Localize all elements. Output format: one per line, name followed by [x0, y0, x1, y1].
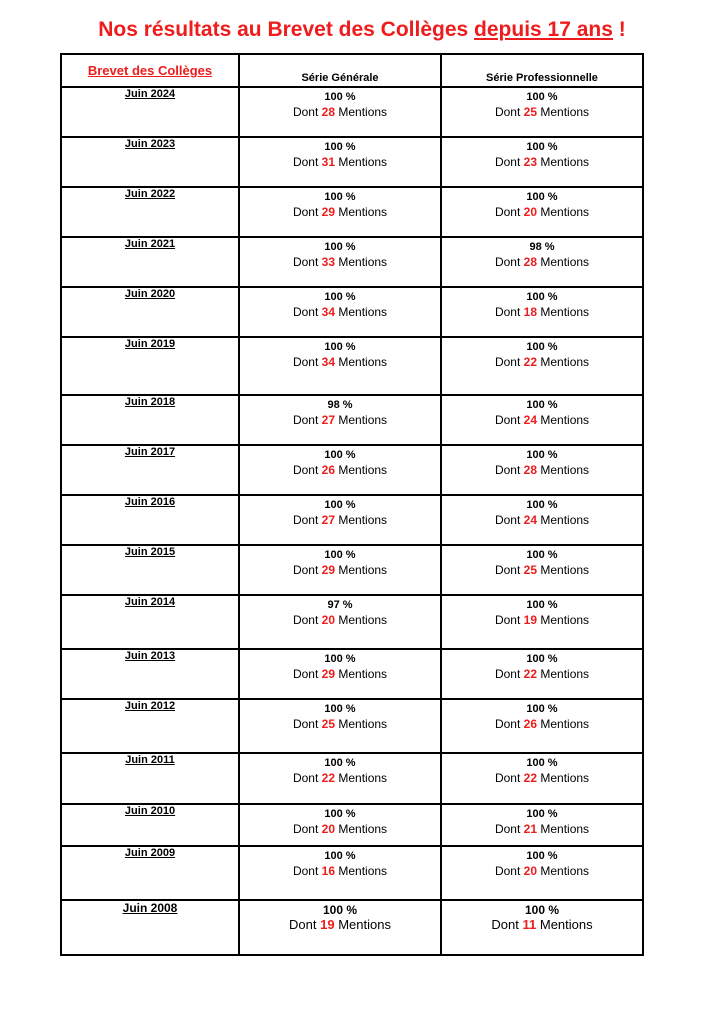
table-row — [61, 545, 643, 595]
mentions-prefix: Dont — [494, 563, 521, 577]
pass-rate: 100 % — [324, 141, 356, 153]
mentions-suffix: Mentions — [540, 305, 590, 319]
pass-rate: 100 % — [526, 399, 558, 411]
mentions-line — [442, 562, 642, 578]
mentions-line — [240, 354, 440, 370]
mentions-suffix: Mentions — [338, 563, 388, 577]
header-serie-professionnelle: Série Professionnelle — [441, 54, 643, 87]
mentions-prefix: Dont — [494, 413, 521, 427]
year-cell: Juin 2011 — [61, 753, 239, 804]
pass-rate: 100 % — [324, 191, 356, 203]
pass-rate: 100 % — [526, 141, 558, 153]
mentions-prefix: Dont — [292, 864, 319, 878]
pass-rate: 100 % — [526, 91, 558, 103]
mentions-prefix: Dont — [494, 205, 521, 219]
mentions-prefix: Dont — [292, 613, 319, 627]
mentions-line — [240, 863, 440, 879]
mentions-suffix: Mentions — [540, 822, 590, 836]
mentions-prefix: Dont — [494, 513, 521, 527]
table-header-row — [61, 54, 643, 87]
mentions-prefix: Dont — [494, 667, 521, 681]
mentions-count: 16 — [321, 864, 335, 878]
pass-rate: 100 % — [324, 499, 356, 511]
year-cell: Juin 2014 — [61, 595, 239, 649]
serie-generale-cell — [239, 237, 441, 287]
mentions-suffix: Mentions — [338, 355, 388, 369]
mentions-line — [240, 666, 440, 682]
mentions-line — [442, 863, 642, 879]
mentions-suffix: Mentions — [338, 155, 388, 169]
mentions-line — [240, 412, 440, 428]
mentions-suffix: Mentions — [338, 413, 388, 427]
pass-rate: 100 % — [526, 599, 558, 611]
table-row — [61, 337, 643, 395]
mentions-line — [442, 512, 642, 528]
mentions-count: 27 — [321, 413, 335, 427]
mentions-suffix: Mentions — [540, 105, 590, 119]
serie-professionnelle-cell — [441, 699, 643, 753]
pass-rate: 100 % — [526, 850, 558, 862]
serie-professionnelle-cell — [441, 187, 643, 237]
mentions-suffix: Mentions — [338, 513, 388, 527]
mentions-prefix: Dont — [494, 463, 521, 477]
pass-rate: 100 % — [526, 549, 558, 561]
table-row — [61, 753, 643, 804]
serie-generale-cell — [239, 445, 441, 495]
pass-rate: 100 % — [526, 703, 558, 715]
mentions-prefix: Dont — [292, 205, 319, 219]
mentions-count: 25 — [523, 105, 537, 119]
title-suffix: ! — [618, 18, 626, 41]
year-cell: Juin 2012 — [61, 699, 239, 753]
mentions-prefix: Dont — [292, 513, 319, 527]
table-row — [61, 699, 643, 753]
pass-rate: 100 % — [324, 850, 356, 862]
serie-generale-cell — [239, 337, 441, 395]
mentions-suffix: Mentions — [540, 513, 590, 527]
table-row — [61, 137, 643, 187]
mentions-line — [442, 917, 642, 933]
pass-rate: 100 % — [324, 757, 356, 769]
mentions-suffix: Mentions — [540, 771, 590, 785]
mentions-count: 31 — [321, 155, 335, 169]
mentions-prefix: Dont — [494, 355, 521, 369]
year-cell: Juin 2015 — [61, 545, 239, 595]
mentions-count: 19 — [320, 917, 335, 932]
year-cell: Juin 2017 — [61, 445, 239, 495]
mentions-count: 22 — [523, 667, 537, 681]
mentions-count: 20 — [321, 822, 335, 836]
mentions-count: 24 — [523, 513, 537, 527]
pass-rate: 100 % — [526, 291, 558, 303]
mentions-suffix: Mentions — [540, 355, 590, 369]
mentions-count: 18 — [523, 305, 537, 319]
year-cell: Juin 2016 — [61, 495, 239, 545]
mentions-prefix: Dont — [292, 355, 319, 369]
pass-rate: 100 % — [526, 757, 558, 769]
mentions-suffix: Mentions — [338, 917, 391, 932]
mentions-prefix: Dont — [292, 463, 319, 477]
serie-generale-cell — [239, 900, 441, 955]
mentions-count: 29 — [321, 205, 335, 219]
serie-professionnelle-cell — [441, 545, 643, 595]
serie-professionnelle-cell — [441, 846, 643, 900]
mentions-suffix: Mentions — [540, 413, 590, 427]
pass-rate: 100 % — [324, 341, 356, 353]
mentions-suffix: Mentions — [540, 717, 590, 731]
mentions-line — [240, 154, 440, 170]
mentions-prefix: Dont — [494, 255, 521, 269]
mentions-count: 26 — [523, 717, 537, 731]
serie-generale-cell — [239, 699, 441, 753]
mentions-line — [240, 304, 440, 320]
mentions-suffix: Mentions — [540, 613, 590, 627]
mentions-line — [240, 204, 440, 220]
serie-generale-cell — [239, 545, 441, 595]
mentions-prefix: Dont — [292, 667, 319, 681]
mentions-prefix: Dont — [494, 305, 521, 319]
pass-rate: 100 % — [324, 241, 356, 253]
mentions-count: 29 — [321, 667, 335, 681]
year-cell: Juin 2021 — [61, 237, 239, 287]
mentions-prefix: Dont — [292, 155, 319, 169]
year-cell: Juin 2019 — [61, 337, 239, 395]
mentions-suffix: Mentions — [338, 717, 388, 731]
mentions-prefix: Dont — [494, 717, 521, 731]
mentions-line — [240, 512, 440, 528]
table-row — [61, 187, 643, 237]
mentions-count: 28 — [321, 105, 335, 119]
pass-rate: 98 % — [327, 399, 353, 411]
pass-rate: 100 % — [324, 291, 356, 303]
mentions-line — [442, 770, 642, 786]
corner-label: Brevet des Collèges — [87, 63, 213, 78]
mentions-suffix: Mentions — [540, 155, 590, 169]
mentions-prefix: Dont — [292, 255, 319, 269]
pass-rate: 98 % — [529, 241, 555, 253]
mentions-prefix: Dont — [494, 771, 521, 785]
mentions-suffix: Mentions — [338, 305, 388, 319]
table-row — [61, 846, 643, 900]
serie-generale-cell — [239, 804, 441, 846]
serie-generale-cell — [239, 595, 441, 649]
mentions-count: 25 — [523, 563, 537, 577]
mentions-prefix: Dont — [494, 105, 521, 119]
mentions-suffix: Mentions — [338, 205, 388, 219]
mentions-count: 25 — [321, 717, 335, 731]
mentions-prefix: Dont — [292, 771, 319, 785]
pass-rate: 100 % — [324, 449, 356, 461]
serie-professionnelle-cell — [441, 287, 643, 337]
serie-generale-cell — [239, 846, 441, 900]
serie-generale-cell — [239, 287, 441, 337]
serie-professionnelle-cell — [441, 804, 643, 846]
mentions-line — [442, 104, 642, 120]
mentions-suffix: Mentions — [338, 771, 388, 785]
mentions-count: 26 — [321, 463, 335, 477]
mentions-line — [442, 154, 642, 170]
serie-professionnelle-cell — [441, 495, 643, 545]
serie-generale-cell — [239, 187, 441, 237]
mentions-prefix: Dont — [292, 413, 319, 427]
mentions-suffix: Mentions — [540, 667, 590, 681]
year-cell: Juin 2008 — [61, 900, 239, 955]
pass-rate: 100 % — [524, 903, 560, 917]
serie-professionnelle-cell — [441, 137, 643, 187]
mentions-count: 20 — [523, 864, 537, 878]
table-row — [61, 87, 643, 137]
pass-rate: 100 % — [526, 808, 558, 820]
mentions-count: 23 — [523, 155, 537, 169]
year-cell: Juin 2023 — [61, 137, 239, 187]
mentions-count: 34 — [321, 305, 335, 319]
mentions-line — [240, 462, 440, 478]
pass-rate: 100 % — [324, 653, 356, 665]
mentions-prefix: Dont — [494, 155, 521, 169]
mentions-line — [442, 412, 642, 428]
mentions-count: 28 — [523, 463, 537, 477]
serie-professionnelle-cell — [441, 87, 643, 137]
mentions-prefix: Dont — [292, 717, 319, 731]
mentions-suffix: Mentions — [540, 864, 590, 878]
mentions-prefix: Dont — [494, 613, 521, 627]
year-cell: Juin 2010 — [61, 804, 239, 846]
table-row — [61, 649, 643, 699]
serie-generale-cell — [239, 753, 441, 804]
serie-professionnelle-cell — [441, 900, 643, 955]
serie-professionnelle-cell — [441, 753, 643, 804]
mentions-line — [442, 716, 642, 732]
header-serie-generale: Série Générale — [239, 54, 441, 87]
serie-professionnelle-cell — [441, 595, 643, 649]
serie-professionnelle-cell — [441, 237, 643, 287]
mentions-suffix: Mentions — [540, 463, 590, 477]
mentions-count: 22 — [523, 355, 537, 369]
mentions-count: 20 — [321, 613, 335, 627]
mentions-line — [442, 354, 642, 370]
mentions-prefix: Dont — [292, 305, 319, 319]
year-cell: Juin 2022 — [61, 187, 239, 237]
mentions-count: 11 — [522, 917, 537, 932]
results-table — [60, 53, 644, 956]
mentions-prefix: Dont — [292, 105, 319, 119]
mentions-line — [442, 821, 642, 837]
mentions-line — [240, 821, 440, 837]
mentions-suffix: Mentions — [338, 822, 388, 836]
serie-generale-cell — [239, 137, 441, 187]
mentions-line — [442, 304, 642, 320]
year-cell: Juin 2018 — [61, 395, 239, 445]
mentions-line — [442, 204, 642, 220]
year-cell: Juin 2013 — [61, 649, 239, 699]
pass-rate: 100 % — [324, 91, 356, 103]
pass-rate: 100 % — [324, 549, 356, 561]
pass-rate: 100 % — [526, 449, 558, 461]
mentions-line — [442, 612, 642, 628]
page-title — [0, 18, 724, 42]
serie-generale-cell — [239, 395, 441, 445]
mentions-count: 22 — [523, 771, 537, 785]
mentions-suffix: Mentions — [338, 613, 388, 627]
mentions-count: 20 — [523, 205, 537, 219]
serie-professionnelle-cell — [441, 337, 643, 395]
serie-generale-cell — [239, 649, 441, 699]
year-cell: Juin 2009 — [61, 846, 239, 900]
mentions-prefix: Dont — [289, 917, 317, 932]
mentions-line — [240, 104, 440, 120]
pass-rate: 100 % — [526, 653, 558, 665]
serie-generale-cell — [239, 495, 441, 545]
mentions-count: 21 — [523, 822, 537, 836]
mentions-suffix: Mentions — [338, 105, 388, 119]
pass-rate: 100 % — [526, 191, 558, 203]
mentions-suffix: Mentions — [540, 255, 590, 269]
mentions-suffix: Mentions — [338, 255, 388, 269]
mentions-prefix: Dont — [292, 822, 319, 836]
pass-rate: 100 % — [526, 499, 558, 511]
table-row — [61, 395, 643, 445]
mentions-suffix: Mentions — [338, 667, 388, 681]
mentions-prefix: Dont — [494, 864, 521, 878]
mentions-prefix: Dont — [292, 563, 319, 577]
mentions-count: 29 — [321, 563, 335, 577]
mentions-suffix: Mentions — [539, 917, 593, 932]
mentions-suffix: Mentions — [540, 205, 590, 219]
mentions-line — [240, 716, 440, 732]
mentions-count: 33 — [321, 255, 335, 269]
pass-rate: 97 % — [327, 599, 353, 611]
mentions-line — [442, 666, 642, 682]
serie-professionnelle-cell — [441, 649, 643, 699]
mentions-suffix: Mentions — [540, 563, 590, 577]
table-body — [61, 87, 643, 955]
mentions-line — [240, 254, 440, 270]
mentions-prefix: Dont — [494, 822, 521, 836]
mentions-count: 27 — [321, 513, 335, 527]
mentions-count: 24 — [523, 413, 537, 427]
title-underlined: depuis 17 ans — [474, 18, 613, 41]
pass-rate: 100 % — [322, 903, 358, 917]
mentions-count: 28 — [523, 255, 537, 269]
mentions-suffix: Mentions — [338, 463, 388, 477]
pass-rate: 100 % — [324, 703, 356, 715]
mentions-line — [442, 254, 642, 270]
pass-rate: 100 % — [526, 341, 558, 353]
table-row — [61, 595, 643, 649]
header-corner — [61, 54, 239, 87]
table-row — [61, 900, 643, 955]
table-row — [61, 804, 643, 846]
serie-professionnelle-cell — [441, 395, 643, 445]
pass-rate: 100 % — [324, 808, 356, 820]
table-row — [61, 445, 643, 495]
serie-professionnelle-cell — [441, 445, 643, 495]
mentions-line — [240, 612, 440, 628]
mentions-suffix: Mentions — [338, 864, 388, 878]
table-row — [61, 287, 643, 337]
year-cell: Juin 2024 — [61, 87, 239, 137]
mentions-prefix: Dont — [491, 917, 519, 932]
table-row — [61, 495, 643, 545]
table-row — [61, 237, 643, 287]
mentions-line — [442, 462, 642, 478]
mentions-line — [240, 770, 440, 786]
serie-generale-cell — [239, 87, 441, 137]
mentions-count: 22 — [321, 771, 335, 785]
year-cell: Juin 2020 — [61, 287, 239, 337]
mentions-count: 34 — [321, 355, 335, 369]
mentions-count: 19 — [523, 613, 537, 627]
mentions-line — [240, 562, 440, 578]
title-prefix: Nos résultats au Brevet des Collèges — [98, 18, 469, 41]
mentions-line — [240, 917, 440, 933]
